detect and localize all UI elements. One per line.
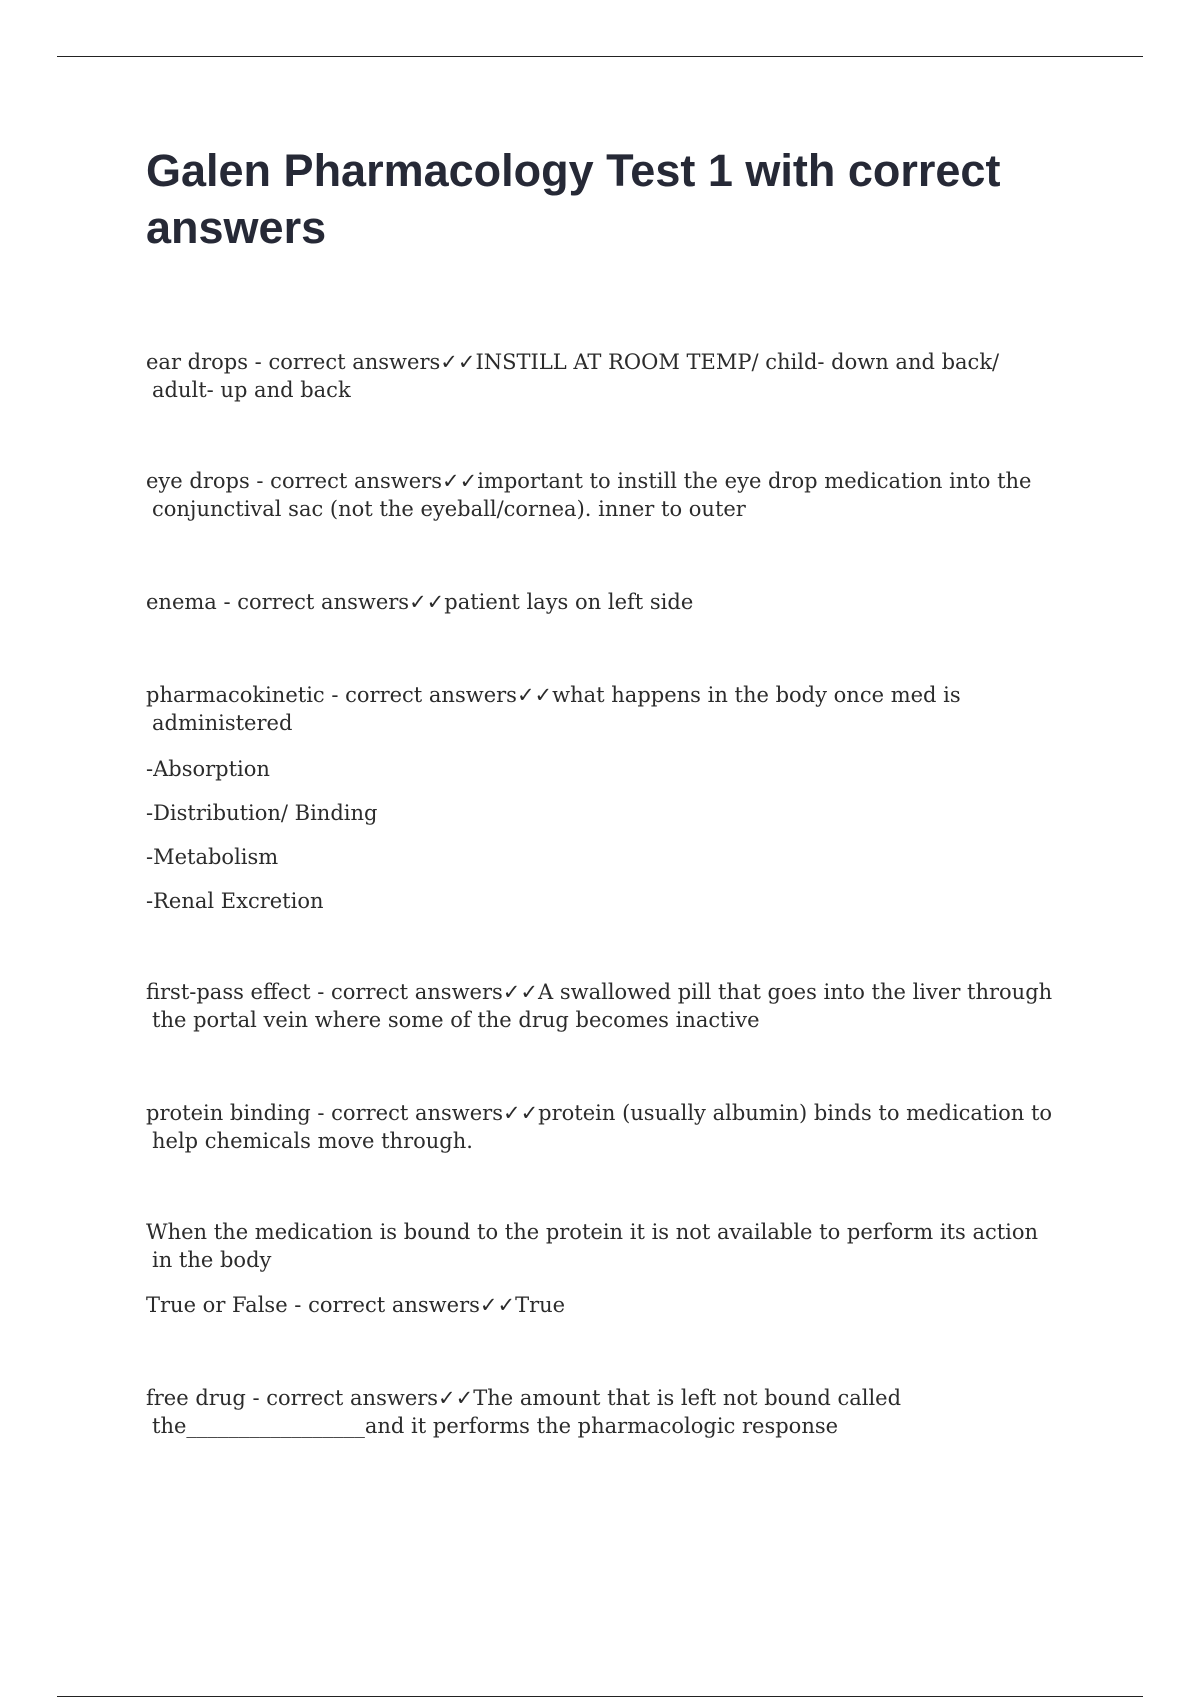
top-rule (57, 56, 1143, 57)
entry-line-continued: help chemicals move through. (152, 1129, 473, 1153)
entry-line: When the medication is bound to the protein it is not available to perform its action (146, 1220, 1039, 1244)
entry-bound-medication (146, 1218, 1096, 1274)
entry-line-continued: in the body (152, 1248, 272, 1272)
entry-enema (146, 588, 1096, 616)
bottom-rule (57, 1696, 1143, 1697)
bullet-renal-excretion: -Renal Excretion (146, 889, 324, 913)
entry-line: pharmacokinetic - correct answers✓✓what happens in the body once med is (146, 683, 961, 707)
document-title: Galen Pharmacology Test 1 with correct answers (146, 145, 1001, 253)
bullet-absorption: -Absorption (146, 757, 270, 781)
entry-first-pass-effect (146, 978, 1096, 1034)
entry-line-continued: adult- up and back (152, 378, 351, 402)
entry-line: eye drops - correct answers✓✓important to instill the eye drop medication into the (146, 469, 1032, 493)
entry-line: protein binding - correct answers✓✓protein (usually albumin) binds to medication to (146, 1101, 1053, 1125)
entry-free-drug (146, 1384, 1096, 1440)
entry-line-continued: the portal vein where some of the drug becomes inactive (152, 1008, 760, 1032)
entry-line-continued: administered (152, 711, 293, 735)
entry-ear-drops (146, 348, 1096, 404)
entry-line: free drug - correct answers✓✓The amount that is left not bound called (146, 1386, 902, 1410)
entry-line-continued: the_________________and it performs the pharmacologic response (152, 1414, 839, 1438)
entry-protein-binding (146, 1099, 1096, 1155)
entry-eye-drops (146, 467, 1096, 523)
entry-line: ear drops - correct answers✓✓INSTILL AT ROOM TEMP/ child- down and back/ (146, 350, 1000, 374)
entry-line: enema - correct answers✓✓patient lays on left side (146, 590, 694, 614)
bullet-distribution: -Distribution/ Binding (146, 801, 378, 825)
bullet-metabolism: -Metabolism (146, 845, 279, 869)
entry-line-continued: conjunctival sac (not the eyeball/cornea). inner to outer (152, 497, 746, 521)
entry-true-or-false: True or False - correct answers✓✓True (146, 1293, 566, 1317)
entry-pharmacokinetic (146, 681, 1096, 737)
entry-line: first-pass effect - correct answers✓✓A swallowed pill that goes into the liver through (146, 980, 1053, 1004)
